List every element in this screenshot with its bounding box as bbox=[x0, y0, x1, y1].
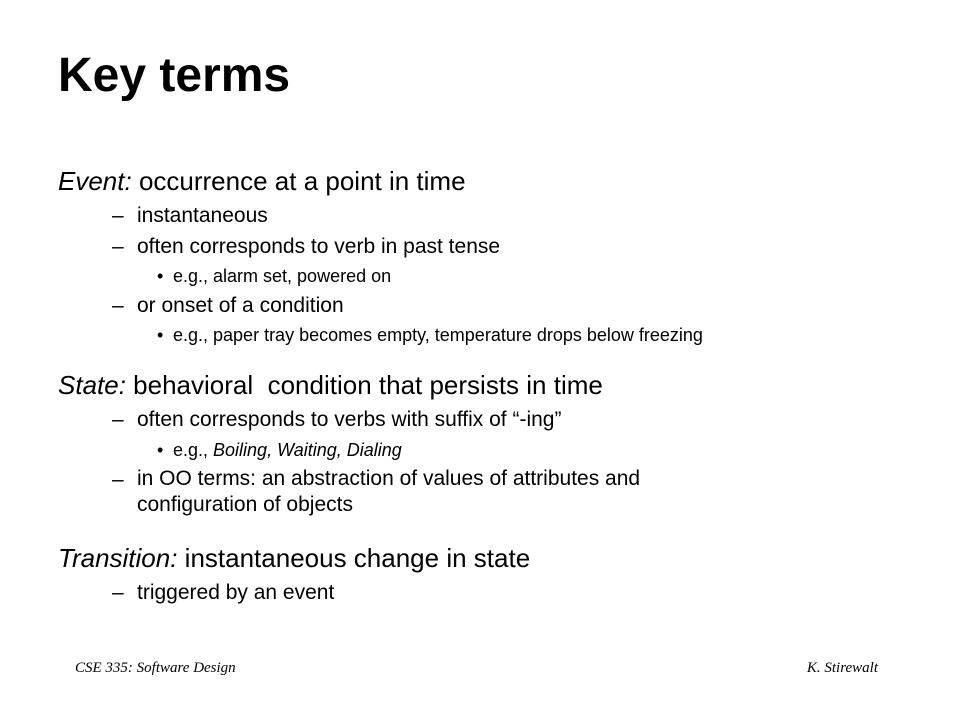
heading-event bbox=[58, 168, 466, 194]
heading-state bbox=[58, 372, 603, 398]
footer-author: K. Stirewalt bbox=[806, 660, 878, 676]
example-italic: Boiling, Waiting, Dialing bbox=[213, 440, 402, 460]
item-text-line1: in OO terms: an abstraction of values of attributes and bbox=[137, 467, 641, 490]
heading-transition bbox=[58, 545, 530, 571]
definition-state: behavioral condition that persists in time bbox=[125, 370, 603, 400]
item-text: instantaneous bbox=[137, 204, 268, 227]
dash: – bbox=[112, 204, 124, 227]
item-text-line2: configuration of objects bbox=[137, 493, 353, 516]
footer-course: CSE 335: Software Design bbox=[75, 660, 236, 676]
bullet: • bbox=[157, 440, 164, 460]
dash: – bbox=[112, 294, 124, 317]
example-text bbox=[173, 441, 402, 459]
definition-event: occurrence at a point in time bbox=[131, 166, 466, 196]
item-text bbox=[137, 466, 640, 518]
slide-title: Key terms bbox=[58, 49, 291, 102]
definition-transition: instantaneous change in state bbox=[177, 543, 531, 573]
dash: – bbox=[112, 235, 124, 258]
dash: – bbox=[112, 408, 124, 431]
item-text: triggered by an event bbox=[137, 581, 335, 604]
item-text: often corresponds to verb in past tense bbox=[137, 235, 501, 258]
example-text: e.g., alarm set, powered on bbox=[173, 266, 392, 286]
term-state: State: bbox=[58, 370, 126, 400]
term-event: Event: bbox=[58, 166, 132, 196]
term-transition: Transition: bbox=[58, 543, 178, 573]
dash: – bbox=[112, 581, 124, 604]
item-text: often corresponds to verbs with suffix of “-ing” bbox=[137, 408, 562, 431]
example-prefix: e.g., bbox=[173, 440, 214, 460]
dash: – bbox=[112, 468, 124, 491]
item-text: or onset of a condition bbox=[137, 294, 344, 317]
example-text: e.g., paper tray becomes empty, temperature drops below freezing bbox=[173, 325, 703, 345]
bullet: • bbox=[157, 325, 164, 345]
bullet: • bbox=[157, 266, 164, 286]
